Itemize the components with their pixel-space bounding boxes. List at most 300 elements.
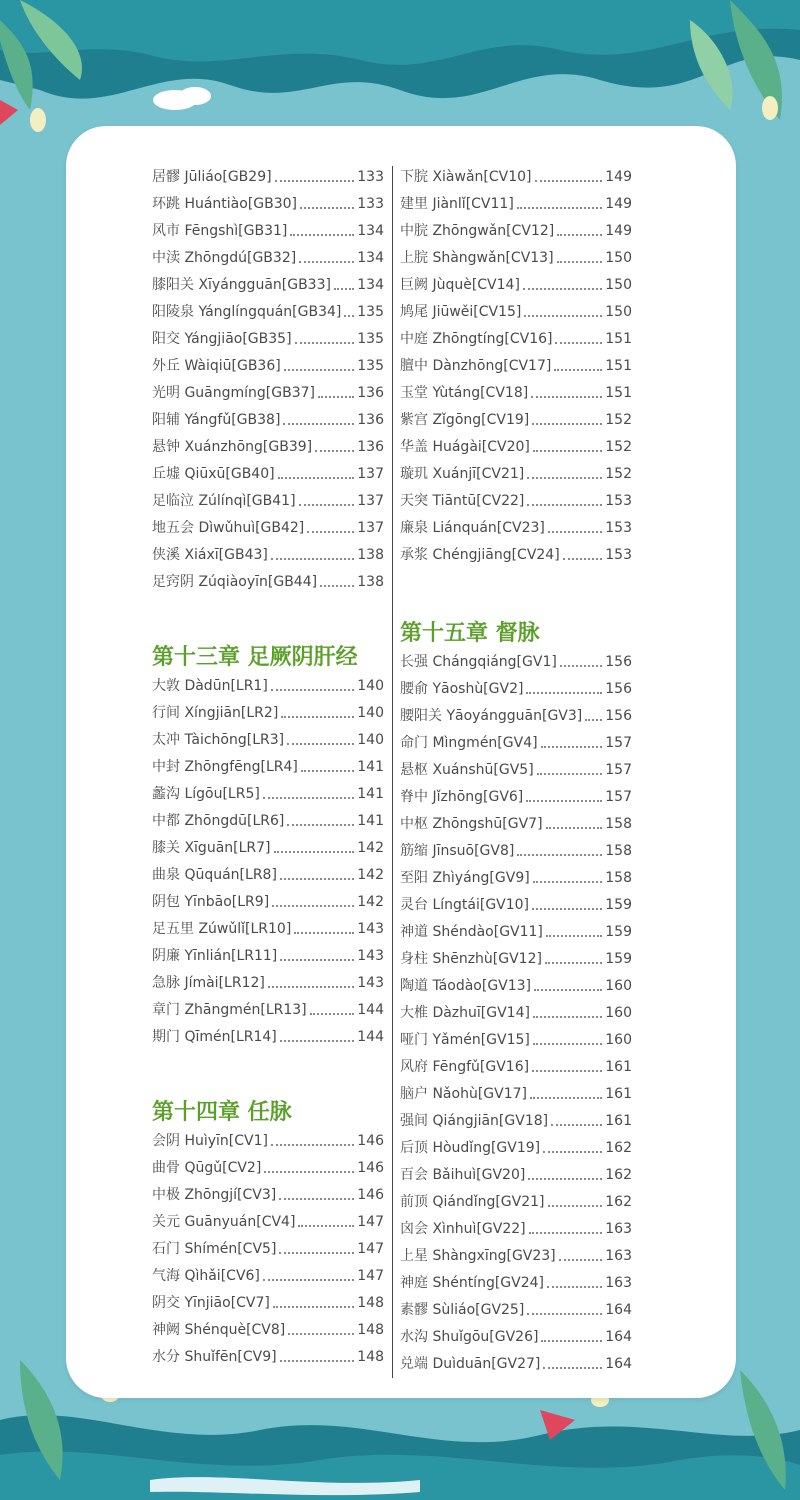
acupoint-name: 蠡沟 Lígōu[LR5] [152,786,260,802]
dot-leader [273,1306,354,1308]
dot-leader [545,962,602,964]
acupoint-name: 脑户 Nǎohù[GV17] [400,1086,527,1102]
page-number: 158 [605,816,632,832]
page-number: 144 [357,1002,384,1018]
acupoint-name: 风市 Fēngshì[GB31] [152,223,288,239]
dot-leader [263,797,354,799]
toc-entry[interactable] [152,164,384,191]
toc-entry[interactable] [152,889,384,916]
acupoint-name: 侠溪 Xiáxī[GB43] [152,547,268,563]
dot-leader [272,905,354,907]
toc-entry[interactable] [400,1297,632,1324]
page-number: 140 [357,705,384,721]
page-number: 135 [357,358,384,374]
dot-leader [271,1144,354,1146]
toc-entry[interactable] [152,191,384,218]
toc-entry[interactable] [400,865,632,892]
dot-leader [283,423,354,425]
dot-leader [320,585,354,587]
toc-entry[interactable] [400,1162,632,1189]
page-number: 156 [605,681,632,697]
acupoint-name: 中庭 Zhōngtíng[CV16] [400,331,553,347]
dot-leader [264,1171,354,1173]
toc-entry[interactable] [400,676,632,703]
dot-leader [534,989,602,991]
dot-leader [517,854,602,856]
acupoint-name: 阳辅 Yángfǔ[GB38] [152,412,281,428]
page-number: 136 [357,385,384,401]
dot-leader [280,959,354,961]
page-number: 156 [605,708,632,724]
dot-leader [284,369,355,371]
toc-entry[interactable] [400,730,632,757]
acupoint-name: 中极 Zhōngjí[CV3] [152,1187,277,1203]
page-number: 163 [605,1248,632,1264]
acupoint-name: 足临泣 Zúlínqì[GB41] [152,493,296,509]
page-number: 153 [605,547,632,563]
dot-leader [268,986,354,988]
dot-leader [537,773,603,775]
page-number: 147 [357,1214,384,1230]
toc-entry[interactable] [152,1263,384,1290]
toc-entry[interactable] [152,1290,384,1317]
toc-entry[interactable] [152,1344,384,1371]
page-number: 141 [357,813,384,829]
dot-leader [531,396,602,398]
toc-entry[interactable] [400,892,632,919]
dot-leader [529,1232,603,1234]
page-number: 135 [357,331,384,347]
toc-entry[interactable] [152,835,384,862]
dot-leader [271,558,354,560]
dot-leader [307,531,354,533]
page-number: 134 [357,250,384,266]
page-number: 163 [605,1275,632,1291]
dot-leader [281,716,354,718]
toc-entry[interactable] [400,784,632,811]
toc-entry[interactable] [400,218,632,245]
dot-leader [523,288,602,290]
dot-leader [585,719,602,721]
dot-leader [271,689,354,691]
toc-entry[interactable] [152,218,384,245]
chapter-13-list [152,673,384,1051]
dot-leader [287,824,354,826]
acupoint-name: 气海 Qìhǎi[CV6] [152,1268,260,1284]
dot-leader [541,746,603,748]
page-number: 157 [605,735,632,751]
acupoint-name: 下脘 Xiàwǎn[CV10] [400,169,532,185]
acupoint-name: 水分 Shuǐfēn[CV9] [152,1349,277,1365]
dot-leader [543,1151,602,1153]
page-number: 148 [357,1295,384,1311]
page-number: 162 [605,1194,632,1210]
toc-entry[interactable] [152,700,384,727]
acupoint-name: 前顶 Qiándǐng[GV21] [400,1194,545,1210]
page-number: 152 [605,439,632,455]
dot-leader [557,234,602,236]
toc-entry[interactable] [152,673,384,700]
dot-leader [527,504,602,506]
page-number: 153 [605,493,632,509]
toc-entry[interactable] [152,943,384,970]
dot-leader [279,1198,354,1200]
dot-leader [315,450,354,452]
dot-leader [526,692,602,694]
acupoint-name: 百会 Bǎihuì[GV20] [400,1167,526,1183]
toc-entry[interactable] [400,838,632,865]
toc-entry[interactable] [152,326,384,353]
acupoint-name: 足五里 Zúwǔlǐ[LR10] [152,921,292,937]
chapter-14-list [152,1128,384,1371]
acupoint-name: 天突 Tiāntū[CV22] [400,493,525,509]
acupoint-name: 中都 Zhōngdū[LR6] [152,813,285,829]
page-number: 134 [357,223,384,239]
acupoint-name: 阴交 Yīnjiāo[CV7] [152,1295,270,1311]
acupoint-name: 中枢 Zhōngshū[GV7] [400,816,543,832]
toc-entry[interactable] [400,245,632,272]
dot-leader [532,1070,602,1072]
page-number: 148 [357,1349,384,1365]
dot-leader [294,932,354,934]
acupoint-name: 关元 Guānyuán[CV4] [152,1214,296,1230]
page-number: 143 [357,948,384,964]
page-number: 140 [357,678,384,694]
toc-entry[interactable] [400,649,632,676]
acupoint-name: 哑门 Yǎmén[GV15] [400,1032,530,1048]
page-number: 157 [605,762,632,778]
acupoint-name: 建里 Jiànlǐ[CV11] [400,196,514,212]
toc-entry[interactable] [400,919,632,946]
acupoint-name: 神阙 Shénquè[CV8] [152,1322,286,1338]
page-number: 152 [605,466,632,482]
page-number: 150 [605,250,632,266]
page-number: 161 [605,1113,632,1129]
dot-leader [548,1205,603,1207]
acupoint-name: 鸠尾 Jiūwěi[CV15] [400,304,522,320]
toc-entry[interactable] [400,1351,632,1378]
acupoint-name: 石门 Shímén[CV5] [152,1241,277,1257]
toc-entry[interactable] [400,326,632,353]
toc-entry[interactable] [400,407,632,434]
dot-leader [288,1333,354,1335]
page-number: 135 [357,304,384,320]
acupoint-name: 身柱 Shēnzhù[GV12] [400,951,542,967]
toc-entry[interactable] [152,569,384,596]
toc-entry[interactable] [400,488,632,515]
toc-entry[interactable] [152,299,384,326]
toc-entry[interactable] [400,191,632,218]
toc-entry[interactable] [400,1270,632,1297]
toc-entry[interactable] [400,1135,632,1162]
dot-leader [517,207,602,209]
page-number: 133 [357,169,384,185]
dot-leader [280,1040,355,1042]
toc-entry[interactable] [400,811,632,838]
dot-leader [543,1367,602,1369]
page-number: 147 [357,1241,384,1257]
toc-entry[interactable] [152,862,384,889]
page-number: 153 [605,520,632,536]
dot-leader [263,1279,354,1281]
page-number: 143 [357,975,384,991]
dot-leader [533,1016,602,1018]
dot-leader [278,477,355,479]
toc-entry[interactable] [400,1243,632,1270]
acupoint-name: 水沟 Shuǐgōu[GV26] [400,1329,539,1345]
toc-entry[interactable] [152,272,384,299]
acupoint-name: 阳陵泉 Yánglíngquán[GB34] [152,304,342,320]
acupoint-name: 阴包 Yīnbāo[LR9] [152,894,270,910]
toc-entry[interactable] [152,407,384,434]
page-number: 142 [357,894,384,910]
toc-entry[interactable] [400,1027,632,1054]
toc-entry[interactable] [152,353,384,380]
toc-entry[interactable] [152,1182,384,1209]
acupoint-name: 筋缩 Jīnsuō[GV8] [400,843,515,859]
dot-leader [559,1259,603,1261]
dot-leader [290,234,354,236]
acupoint-name: 会阴 Huìyīn[CV1] [152,1133,268,1149]
page-number: 137 [357,466,384,482]
page-number: 157 [605,789,632,805]
dot-leader [530,1097,602,1099]
dot-leader [551,1124,602,1126]
acupoint-name: 中渎 Zhōngdú[GB32] [152,250,297,266]
acupoint-name: 光明 Guāngmíng[GB37] [152,385,315,401]
page-number: 142 [357,840,384,856]
page-number: 150 [605,277,632,293]
toc-entry[interactable] [152,781,384,808]
toc-entry[interactable] [152,754,384,781]
page-number: 161 [605,1086,632,1102]
acupoint-name: 后顶 Hòudǐng[GV19] [400,1140,541,1156]
acupoint-name: 大椎 Dàzhuī[GV14] [400,1005,530,1021]
page-number: 159 [605,951,632,967]
cv-tail-list [400,164,632,569]
acupoint-name: 膝关 Xīguān[LR7] [152,840,271,856]
page-number: 151 [605,331,632,347]
toc-entry[interactable] [400,461,632,488]
page-number: 158 [605,870,632,886]
acupoint-name: 大敦 Dàdūn[LR1] [152,678,268,694]
acupoint-name: 素髎 Sùliáo[GV25] [400,1302,525,1318]
toc-entry[interactable] [152,916,384,943]
dot-leader [546,827,603,829]
toc-entry[interactable] [400,946,632,973]
acupoint-name: 悬钟 Xuánzhōng[GB39] [152,439,313,455]
toc-entry[interactable] [152,245,384,272]
dot-leader [548,531,602,533]
chapter-15-list [400,649,632,1378]
page-number: 162 [605,1140,632,1156]
dot-leader [563,558,603,560]
dot-leader [274,851,355,853]
dot-leader [279,1252,354,1254]
page-number: 149 [605,196,632,212]
page-number: 142 [357,867,384,883]
toc-entry[interactable] [152,515,384,542]
dot-leader [541,1340,602,1342]
dot-leader [533,881,603,883]
acupoint-name: 足窍阴 Zúqiàoyīn[GB44] [152,574,318,590]
toc-entry[interactable] [152,380,384,407]
dot-leader [560,665,602,667]
page-number: 138 [357,574,384,590]
toc-entry[interactable] [400,1189,632,1216]
page-number: 164 [605,1329,632,1345]
acupoint-name: 紫宫 Zǐgōng[CV19] [400,412,530,428]
chapter-15-heading: 第十五章 督脉 [400,621,540,646]
left-column [152,164,384,1371]
dot-leader [334,288,354,290]
acupoint-name: 至阳 Zhìyáng[GV9] [400,870,530,886]
acupoint-name: 丘墟 Qiūxū[GB40] [152,466,275,482]
toc-entry[interactable] [400,272,632,299]
acupoint-name: 华盖 Huágài[CV20] [400,439,530,455]
page-number: 152 [605,412,632,428]
column-divider [392,166,393,1378]
toc-entry[interactable] [400,973,632,1000]
acupoint-name: 神庭 Shéntíng[GV24] [400,1275,544,1291]
acupoint-name: 中脘 Zhōngwǎn[CV12] [400,223,555,239]
toc-entry[interactable] [400,703,632,730]
dot-leader [532,908,602,910]
acupoint-name: 上星 Shàngxīng[GV23] [400,1248,556,1264]
dot-leader [527,477,602,479]
toc-entry[interactable] [400,299,632,326]
page-number: 158 [605,843,632,859]
page-number: 159 [605,897,632,913]
page-number: 140 [357,732,384,748]
toc-entry[interactable] [152,970,384,997]
toc-entry[interactable] [400,1108,632,1135]
page-number: 148 [357,1322,384,1338]
page-number: 146 [357,1160,384,1176]
dot-leader [555,342,602,344]
page-number: 141 [357,786,384,802]
toc-entry[interactable] [400,542,632,569]
page-number: 164 [605,1356,632,1372]
page-number: 163 [605,1221,632,1237]
acupoint-name: 强间 Qiángjiān[GV18] [400,1113,549,1129]
page-number: 149 [605,169,632,185]
dot-leader [310,1013,355,1015]
toc-entry[interactable] [152,1209,384,1236]
page-number: 162 [605,1167,632,1183]
dot-leader [526,800,602,802]
dot-leader [533,450,602,452]
acupoint-name: 廉泉 Liánquán[CV23] [400,520,545,536]
toc-entry[interactable] [152,461,384,488]
page-number: 138 [357,547,384,563]
page-number: 141 [357,759,384,775]
acupoint-name: 行间 Xíngjiān[LR2] [152,705,279,721]
acupoint-name: 玉堂 Yùtáng[CV18] [400,385,529,401]
toc-entry[interactable] [152,434,384,461]
acupoint-name: 囟会 Xìnhuì[GV22] [400,1221,526,1237]
acupoint-name: 兑端 Duìduān[GV27] [400,1356,541,1372]
page-number: 159 [605,924,632,940]
toc-entry[interactable] [152,1236,384,1263]
page-number: 161 [605,1059,632,1075]
toc-entry[interactable] [152,488,384,515]
page-number: 133 [357,196,384,212]
toc-entry[interactable] [400,380,632,407]
page-number: 136 [357,412,384,428]
acupoint-name: 曲骨 Qūgǔ[CV2] [152,1160,262,1176]
dot-leader [532,423,602,425]
toc-entry[interactable] [400,757,632,784]
toc-entry[interactable] [152,808,384,835]
acupoint-name: 承浆 Chéngjiāng[CV24] [400,547,560,563]
acupoint-name: 悬枢 Xuánshū[GV5] [400,762,534,778]
acupoint-name: 神道 Shéndào[GV11] [400,924,543,940]
dot-leader [301,770,354,772]
dot-leader [527,1313,602,1315]
dot-leader [299,504,355,506]
page-number: 137 [357,493,384,509]
toc-entry[interactable] [400,515,632,542]
toc-entry[interactable] [400,164,632,191]
toc-entry[interactable] [152,727,384,754]
acupoint-name: 地五会 Dìwǔhuì[GB42] [152,520,305,536]
acupoint-name: 环跳 Huántiào[GB30] [152,196,298,212]
acupoint-name: 阴廉 Yīnlián[LR11] [152,948,278,964]
toc-entry[interactable] [400,1216,632,1243]
toc-entry[interactable] [152,1317,384,1344]
dot-leader [344,315,354,317]
page-number: 150 [605,304,632,320]
toc-entry[interactable] [152,1155,384,1182]
acupoint-name: 居髎 Jūliáo[GB29] [152,169,272,185]
dot-leader [554,369,602,371]
page-number: 160 [605,1005,632,1021]
toc-entry[interactable] [400,434,632,461]
toc-entry[interactable] [400,1000,632,1027]
toc-entry[interactable] [152,997,384,1024]
acupoint-name: 膻中 Dànzhōng[CV17] [400,358,552,374]
dot-leader [275,180,355,182]
toc-entry[interactable] [152,1128,384,1155]
acupoint-name: 腰阳关 Yāoyángguān[GV3] [400,708,583,724]
dot-leader [300,207,354,209]
page-number: 156 [605,654,632,670]
page-number: 144 [357,1029,384,1045]
toc-entry[interactable] [400,1324,632,1351]
page-number: 137 [357,520,384,536]
right-column [400,164,632,1378]
acupoint-name: 陶道 Táodào[GV13] [400,978,532,994]
acupoint-name: 阳交 Yángjiāo[GB35] [152,331,292,347]
page-number: 147 [357,1268,384,1284]
acupoint-name: 中封 Zhōngfēng[LR4] [152,759,298,775]
acupoint-name: 急脉 Jímài[LR12] [152,975,265,991]
chapter-14-heading: 第十四章 任脉 [152,1100,292,1125]
page-number: 151 [605,358,632,374]
dot-leader [535,180,603,182]
toc-entry[interactable] [152,542,384,569]
chapter-13-heading: 第十三章 足厥阴肝经 [152,645,358,670]
toc-entry[interactable] [400,1081,632,1108]
acupoint-name: 风府 Fēngfǔ[GV16] [400,1059,530,1075]
toc-entry[interactable] [152,1024,384,1051]
acupoint-name: 灵台 Língtái[GV10] [400,897,530,913]
acupoint-name: 期门 Qīmén[LR14] [152,1029,277,1045]
toc-entry[interactable] [400,353,632,380]
toc-entry[interactable] [400,1054,632,1081]
page-number: 164 [605,1302,632,1318]
